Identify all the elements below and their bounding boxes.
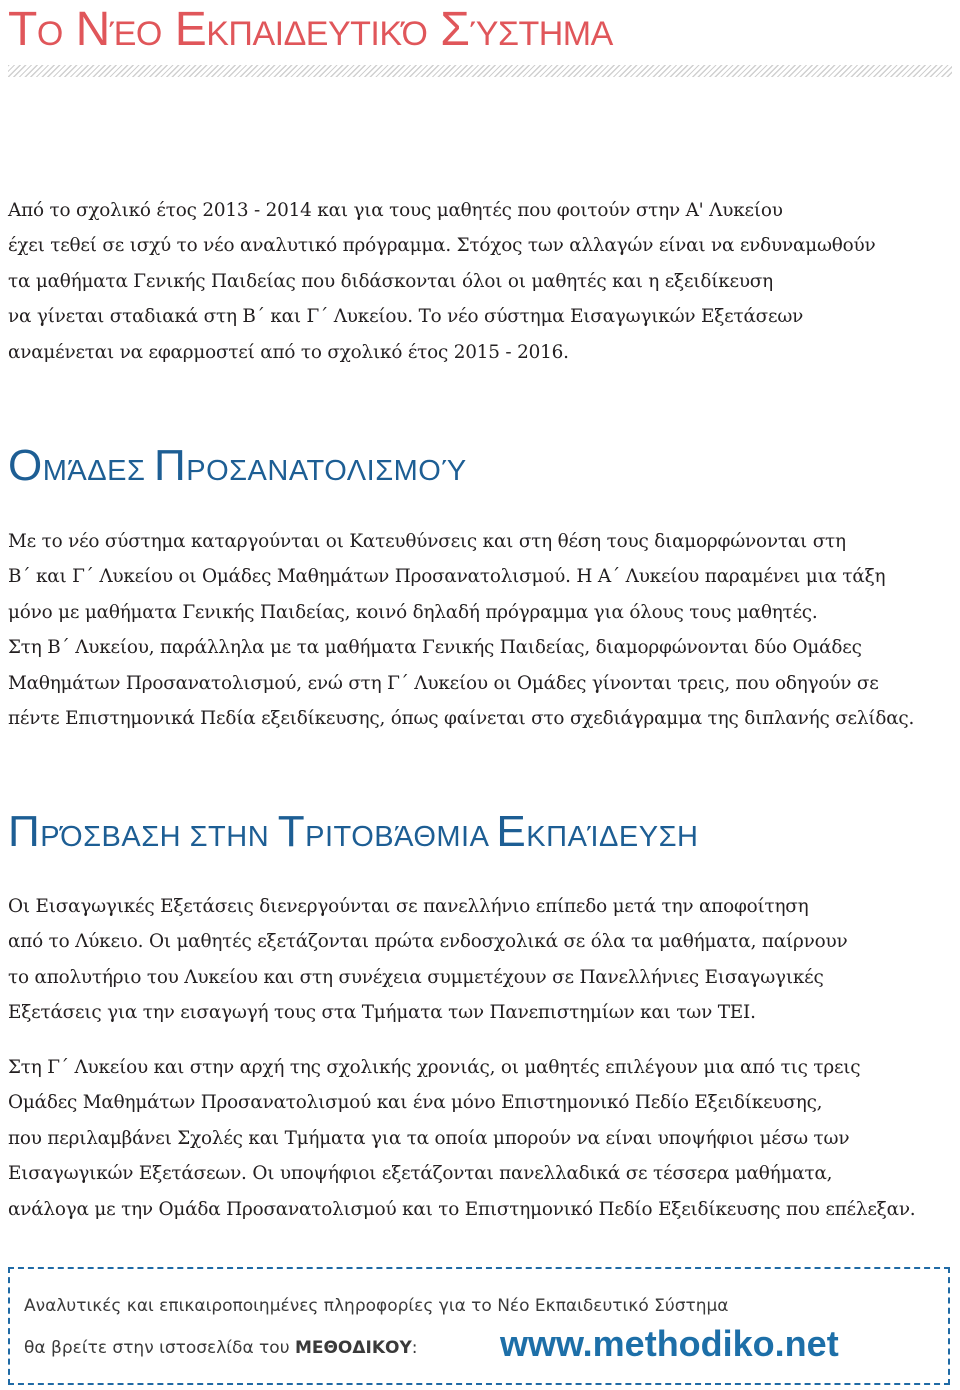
text-line: από το Λύκειο. Οι μαθητές εξετάζονται πρώτα ενδοσχολικά σε όλα τα μαθήματα, παίρνουν bbox=[8, 931, 848, 953]
orientation-paragraph bbox=[8, 524, 952, 736]
heading-initial: Τ bbox=[277, 807, 306, 856]
text-line: που περιλαμβάνει Σχολές και Τμήματα για τα οποία μπορούν να είναι υποψήφιοι μέσω των bbox=[8, 1127, 850, 1149]
text-line: τα μαθήματα Γενικής Παιδείας που διδάσκονται όλοι οι μαθητές και η εξειδίκευση bbox=[8, 270, 773, 292]
heading-word: ΡΟΣΑΝΑΤΟΛΙΣΜΟΎ bbox=[186, 455, 467, 487]
info-box-prefix: θα βρείτε στην ιστοσελίδα του bbox=[24, 1338, 295, 1358]
info-box bbox=[8, 1267, 950, 1385]
heading-word: ΚΠΑΊΔΕΥΣΗ bbox=[526, 821, 699, 853]
text-line: αναμένεται να εφαρμοστεί από το σχολικό έτος 2015 - 2016. bbox=[8, 341, 569, 363]
text-line: Οι Εισαγωγικές Εξετάσεις διενεργούνται σε πανελλήνιο επίπεδο μετά την αποφοίτηση bbox=[8, 896, 809, 917]
heading-initial: Ο bbox=[8, 441, 43, 490]
heading-initial: Π bbox=[8, 807, 41, 856]
text-line: πέντε Επιστημονικά Πεδία εξειδίκευσης, όπως φαίνεται στο σχεδιάγραμμα της διπλανής σελίδας. bbox=[8, 708, 915, 730]
info-box-line: Αναλυτικές και επικαιροποιημένες πληροφορίες για το Νέο Εκπαιδευτικό Σύστημα bbox=[24, 1296, 729, 1316]
text-line: Με το νέο σύστημα καταργούνται οι Κατευθύνσεις και στη θέση τους διαμορφώνονται στη bbox=[8, 531, 846, 552]
brand-name: ΜΕΘΟΔΙΚΟΥ bbox=[294, 1338, 412, 1358]
text-line: να γίνεται σταδιακά στη Β΄ και Γ΄ Λυκείου. Το νέο σύστημα Εισαγωγικών Εξετάσεων bbox=[8, 306, 804, 328]
heading-word: ΡΙΤΟΒΆΘΜΙΑ bbox=[305, 821, 497, 853]
text-line: Στη Β΄ Λυκείου, παράλληλα με τα μαθήματα Γενικής Παιδείας, διαμορφώνονται δύο Ομάδες bbox=[8, 637, 862, 659]
section-heading-orientation-groups bbox=[8, 441, 467, 491]
text-line: Μαθημάτων Προσανατολισμού, ενώ στη Γ΄ Λυκείου οι Ομάδες γίνονται τρεις, που οδηγούν σε bbox=[8, 672, 879, 694]
section-heading-tertiary-access bbox=[8, 807, 699, 857]
text-line: το απολυτήριο του Λυκείου και στη συνέχεια συμμετέχουν σε Πανελλήνιες Εισαγωγικές bbox=[8, 966, 824, 988]
heading-initial: Ε bbox=[496, 807, 527, 856]
info-box-colon: : bbox=[411, 1338, 418, 1358]
text-line: ανάλογα με την Ομάδα Προσανατολισμού και το Επιστημονικό Πεδίο Εξειδίκευσης που επέλεξαν. bbox=[8, 1198, 916, 1220]
text-line: Εξετάσεις για την εισαγωγή τους στα Τμήματα των Πανεπιστημίων και των ΤΕΙ. bbox=[8, 1002, 756, 1024]
text-line: έχει τεθεί σε ισχύ το νέο αναλυτικό πρόγραμμα. Στόχος των αλλαγών είναι να ενδυναμωθούν bbox=[8, 235, 876, 257]
text-line: Εισαγωγικών Εξετάσεων. Οι υποψήφιοι εξετάζονται πανελλαδικά σε τέσσερα μαθήματα, bbox=[8, 1163, 833, 1185]
hatched-divider bbox=[8, 65, 952, 77]
selection-paragraph bbox=[8, 1050, 952, 1227]
heading-word: ΜΆΔΕΣ bbox=[42, 455, 146, 487]
text-line: Στη Γ΄ Λυκείου και στην αρχή της σχολικής χρονιάς, οι μαθητές επιλέγουν μια από τις τρεις bbox=[8, 1057, 861, 1078]
text-line: Β΄ και Γ΄ Λυκείου οι Ομάδες Μαθημάτων Προσανατολισμού. Η Α΄ Λυκείου παραμένει μια τάξη bbox=[8, 566, 886, 588]
text-line: Από το σχολικό έτος 2013 - 2014 και για τους μαθητές που φοιτούν στην Α' Λυκείου bbox=[8, 200, 783, 221]
heading-initial: Π bbox=[153, 441, 187, 490]
intro-paragraph bbox=[8, 193, 952, 370]
info-box-line bbox=[24, 1338, 418, 1358]
text-line: Ομάδες Μαθημάτων Προσανατολισμού και ένα μόνο Επιστημονικό Πεδίο Εξειδίκευσης, bbox=[8, 1092, 823, 1114]
exams-paragraph bbox=[8, 889, 952, 1031]
page-title bbox=[8, 2, 613, 58]
text-line: μόνο με μαθήματα Γενικής Παιδείας, κοινό δηλαδή πρόγραμμα για όλους τους μαθητές. bbox=[8, 601, 818, 623]
page-title-text: Το Νέο Εκπαιδευτικό Σύστημα bbox=[8, 3, 613, 56]
heading-word: ΡΌΣΒΑΣΗ ΣΤΗΝ bbox=[40, 821, 278, 853]
website-link[interactable]: www.methodiko.net bbox=[500, 1323, 839, 1364]
